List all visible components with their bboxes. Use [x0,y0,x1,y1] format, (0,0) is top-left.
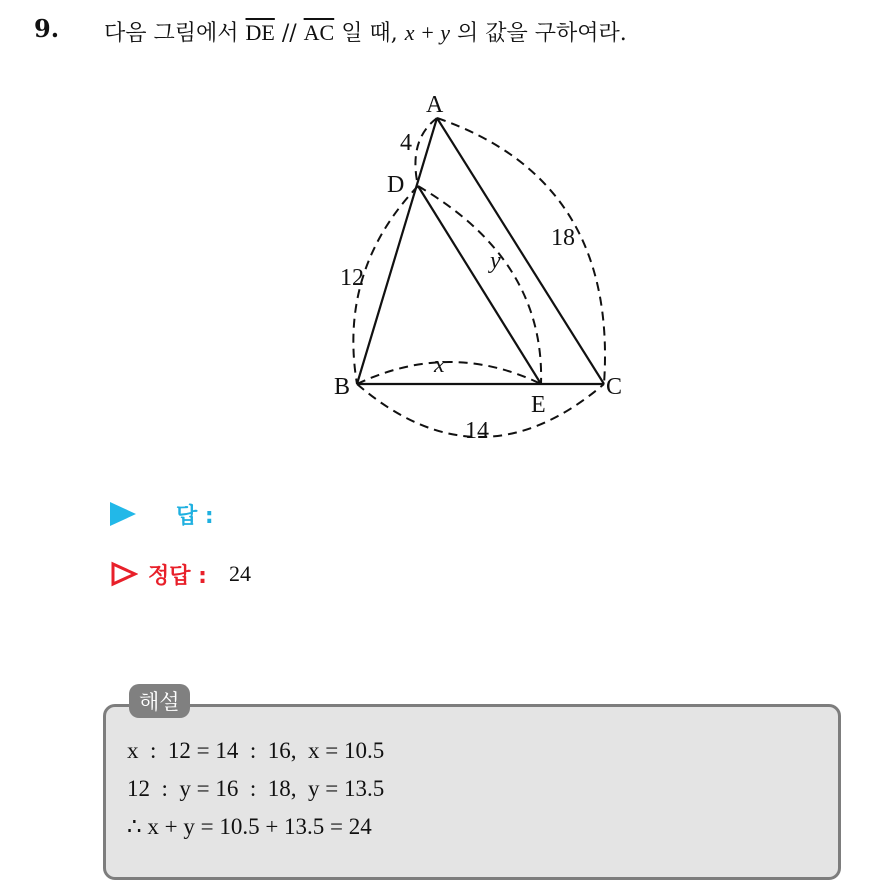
question-expression: x + y [404,20,451,45]
question-suffix: 의 값을 구하여라. [450,21,627,46]
label-c: C [606,374,623,400]
label-a: A [426,92,444,118]
length-be: x [434,352,445,378]
segment-de: $\overline{DE}$ [245,20,275,45]
length-ad: 4 [400,130,412,156]
answer-row [110,497,214,531]
parallel-symbol: // [274,21,304,46]
length-de: y [490,248,501,274]
solution-line-1: x : 12 = 14 : 16, x = 10.5 [127,738,385,763]
side-ab [357,118,437,384]
length-db: 12 [340,265,364,291]
label-b: B [334,374,351,400]
segment-ac: $\overline{AC}$ [303,20,335,45]
correct-label: 정답 : [148,563,207,589]
correct-value: 24 [228,561,251,586]
correct-triangle-icon [110,561,138,587]
length-ac: 18 [551,225,575,251]
answer-triangle-icon [110,502,136,526]
arc-be [357,362,541,384]
label-d: D [387,172,405,198]
side-ac [437,118,604,384]
solution-line-2: 12 : y = 16 : 18, y = 13.5 [127,776,385,801]
question-prefix: 다음 그림에서 [104,21,246,46]
solution-tag: 해설 [129,684,190,718]
length-bc: 14 [465,418,489,444]
question-mid: 일 때, [334,21,405,46]
label-e: E [531,392,546,418]
question-number: 9. [34,14,60,43]
solution-line-3: ∴ x + y = 10.5 + 13.5 = 24 [127,814,372,839]
correct-answer-row [110,557,251,591]
answer-label: 답 : [176,503,214,529]
